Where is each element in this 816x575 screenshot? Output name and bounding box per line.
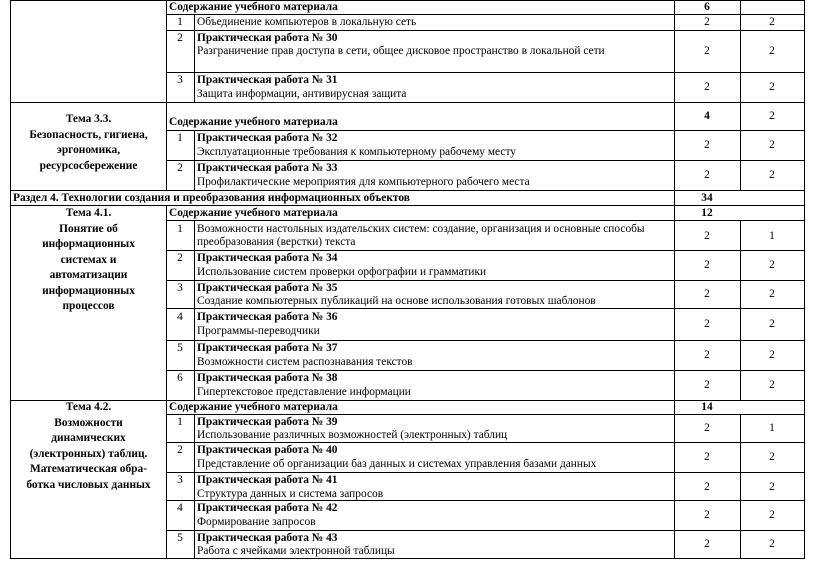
row-level: 2 [769,538,775,550]
row-description: Разграничение прав доступа в сети, общее дисковое пространство в локальной сети [197,45,605,57]
row-level: 2 [769,259,775,271]
row-description: Программы-переводчики [197,325,320,337]
row-hours: 2 [704,169,710,181]
content-header: Содержание учебного материала [169,116,338,128]
row-hours: 2 [704,288,710,300]
practical-work-title: Практическая работа № 37 [197,342,338,354]
theme-title: Тема 3.3. Безопасность, гигиена, эргономика, ресурсосбережение [29,113,148,172]
row-description: Структура данных и система запросов [197,488,384,500]
hours-total: 6 [704,1,710,13]
practical-work-title: Практическая работа № 35 [197,282,338,294]
row-hours: 2 [704,318,710,330]
row-level: 2 [769,481,775,493]
practical-work-title: Практическая работа № 38 [197,372,338,384]
row-number: 1 [177,416,183,428]
practical-work-title: Практическая работа № 40 [197,444,338,456]
row-description: Формирование запросов [197,516,316,528]
row-description: Гипертекстовое представление информации [197,386,411,398]
row-hours: 2 [704,16,710,28]
row-number: 5 [177,532,183,544]
practical-work-title: Практическая работа № 39 [197,416,338,428]
section-title: Раздел 4. Технологии создания и преобразования информационных объектов [13,192,410,204]
row-number: 1 [177,16,183,28]
row-number: 4 [177,311,183,323]
row-description: Использование различных возможностей (электронных) таблиц [197,429,508,441]
level-total: 2 [769,110,775,122]
row-hours: 2 [704,379,710,391]
practical-work-title: Практическая работа № 41 [197,474,338,486]
row-number: 6 [177,372,183,384]
row-number: 3 [177,74,183,86]
row-hours: 2 [704,139,710,151]
row-level: 2 [769,379,775,391]
row-hours: 2 [704,481,710,493]
section-hours: 34 [701,192,713,204]
row-number: 2 [177,162,183,174]
row-description: Создание компьютерных публикаций на основе использования готовых шаблонов [197,295,596,307]
content-header: Содержание учебного материала [169,207,338,219]
row-number: 3 [177,474,183,486]
practical-work-title: Практическая работа № 43 [197,532,338,544]
row-number: 2 [177,252,183,264]
row-hours: 2 [704,259,710,271]
row-description: Представление об организации баз данных и системах управления базами данных [197,458,597,470]
practical-work-title: Практическая работа № 33 [197,162,338,174]
row-description: Объединение компьютеров в локальную сеть [197,16,417,28]
row-hours: 2 [704,45,710,57]
row-hours: 2 [704,509,710,521]
theme-title: Тема 4.1. Понятие об информационных системах и автоматизации информационных процессов [42,207,135,312]
row-description: Возможности настольных издательских систем: создание, организация и основные способы преобразования (верстки) текста [197,223,645,248]
practical-work-title: Практическая работа № 31 [197,74,338,86]
row-hours: 2 [704,81,710,93]
hours-total: 4 [704,110,710,122]
curriculum-table [10,0,805,559]
row-level: 2 [769,288,775,300]
practical-work-title: Практическая работа № 30 [197,32,338,44]
row-number: 5 [177,342,183,354]
row-description: Защита информации, антивирусная защита [197,88,407,100]
practical-work-title: Практическая работа № 32 [197,132,338,144]
row-hours: 2 [704,349,710,361]
practical-work-title: Практическая работа № 36 [197,311,338,323]
row-hours: 2 [704,422,710,434]
row-description: Эксплуатационные требования к компьютерному рабочему месту [197,146,516,158]
hours-total: 14 [701,401,713,413]
row-level: 2 [769,451,775,463]
practical-work-title: Практическая работа № 42 [197,502,338,514]
row-number: 4 [177,502,183,514]
row-level: 2 [769,81,775,93]
row-level: 2 [769,139,775,151]
row-level: 2 [769,169,775,181]
row-number: 1 [177,223,183,235]
content-header: Содержание учебного материала [169,1,338,13]
row-level: 1 [769,230,775,242]
theme-title: Тема 4.2. Возможности динамических (электронных) таблиц. Математическая обра- ботка числовых данных [26,401,151,491]
row-level: 1 [769,422,775,434]
row-level: 2 [769,349,775,361]
row-number: 2 [177,444,183,456]
hours-total: 12 [701,207,713,219]
row-hours: 2 [704,451,710,463]
row-number: 3 [177,282,183,294]
row-hours: 2 [704,230,710,242]
content-header: Содержание учебного материала [169,401,338,413]
row-level: 2 [769,45,775,57]
row-hours: 2 [704,538,710,550]
row-description: Профилактические мероприятия для компьютерного рабочего места [197,176,530,188]
row-description: Использование систем проверки орфографии и грамматики [197,266,487,278]
row-level: 2 [769,509,775,521]
row-description: Возможности систем распознавания текстов [197,356,413,368]
row-number: 1 [177,132,183,144]
row-number: 2 [177,32,183,44]
practical-work-title: Практическая работа № 34 [197,252,338,264]
row-level: 2 [769,16,775,28]
row-description: Работа с ячейками электронной таблицы [197,545,395,557]
row-level: 2 [769,318,775,330]
